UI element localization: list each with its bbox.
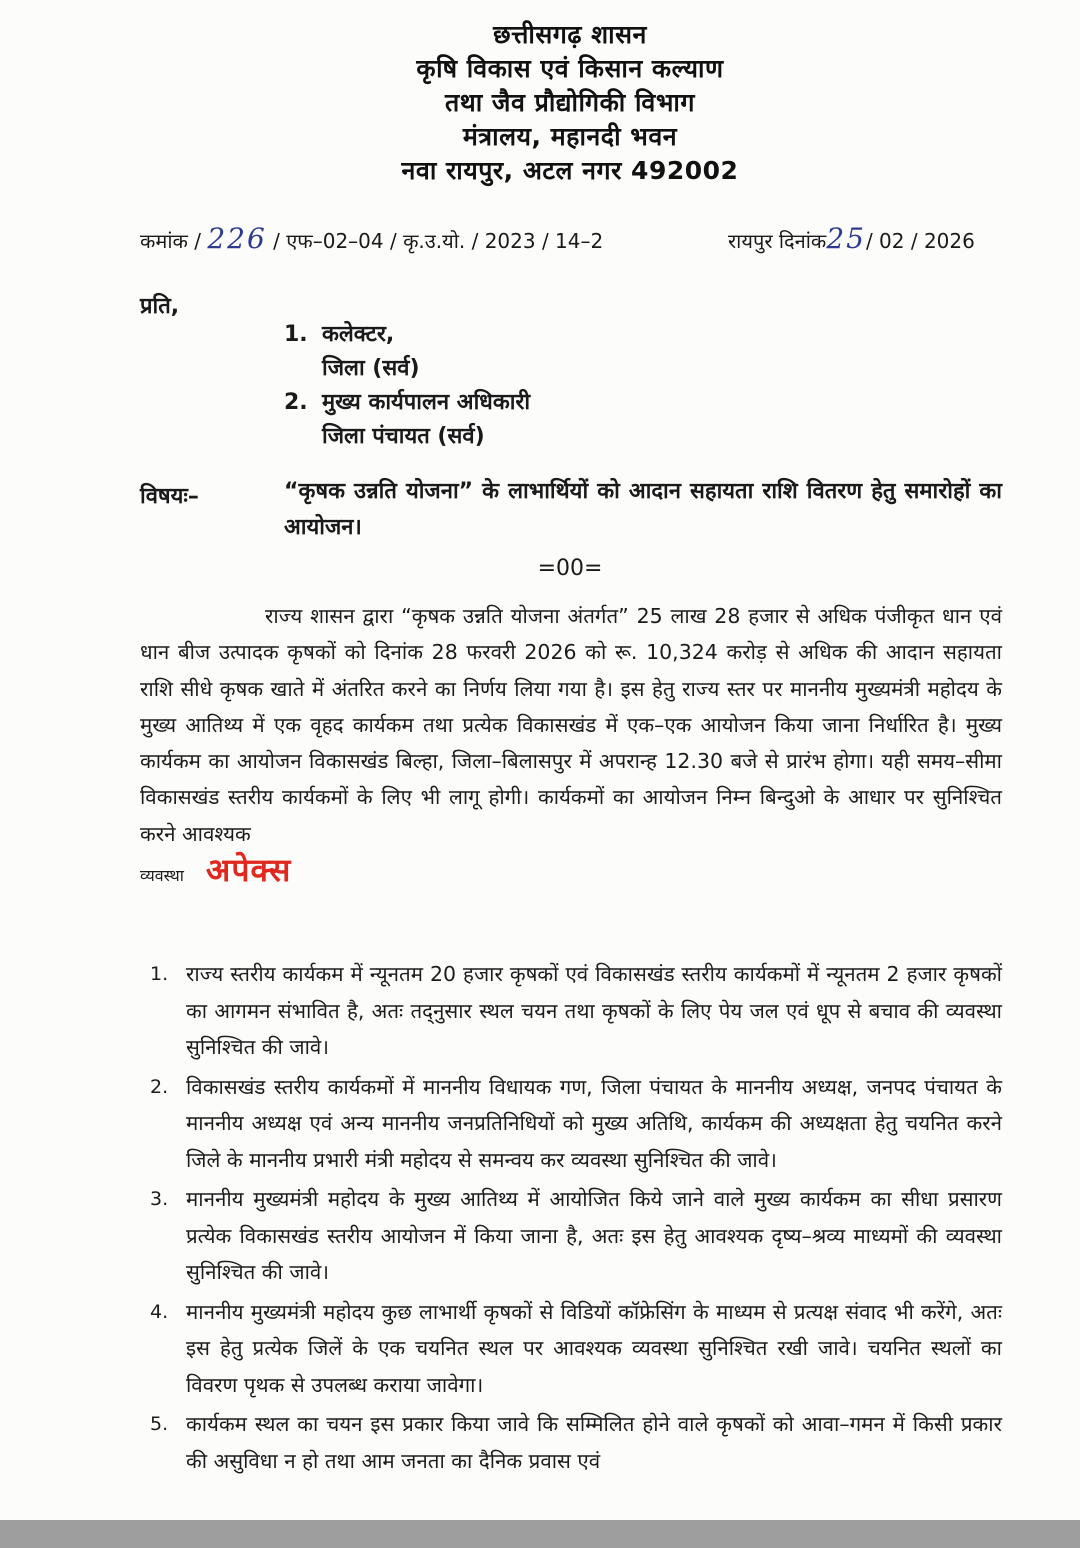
letterhead-line-2: कृषि विकास एवं किसान कल्याण xyxy=(416,54,724,83)
file-code: / एफ–02–04 / कृ.उ.यो. / 2023 / 14–2 xyxy=(273,229,604,253)
recipient-subtitle: जिला पंचायत (सर्व) xyxy=(322,424,485,449)
place-date-label: रायपुर दिनांक xyxy=(728,229,827,253)
list-item xyxy=(146,1406,1002,1479)
bottom-overlay-bar xyxy=(0,1520,1080,1548)
recipient-title: कलेक्टर, xyxy=(322,322,395,347)
list-item-text: माननीय मुख्यमंत्री महोदय के मुख्य आतिथ्य में आयोजित किये जाने वाले मुख्य कार्यकम का सीधा प्रसारण प्रत्येक विकासखंड स्तरीय आयोजन में किया जाना है, अतः इस हेतु आवश्यक दृष्य–श्रव्य माध्यमों की व्यवस्था सुनिश्चित की जावे। xyxy=(186,1187,1002,1284)
reference-prefix: कमांक / xyxy=(140,229,201,253)
separator: =00= xyxy=(537,556,603,581)
letterhead xyxy=(0,18,1080,188)
list-item-number: 3. xyxy=(150,1188,169,1210)
letterhead-line-4: मंत्रालय, महानदी भवन xyxy=(462,122,678,151)
date-rest: / 02 / 2026 xyxy=(865,229,975,253)
body-text: राज्य शासन द्वारा “कृषक उन्नति योजना अंतर्गत” 25 लाख 28 हजार से अधिक पंजीकृत धान एवं धान बीज उत्पादक कृषकों को दिनांक 28 फरवरी 2026 को रू. 10,324 करोड़ से अधिक की आदान सहायता राशि सीधे कृषक खाते में अंतरित करने का निर्णय लिया गया है। इस हेतु राज्य स्तर पर माननीय मुख्यमंत्री महोदय के मुख्य आतिथ्य में एक वृहद कार्यकम तथा प्रत्येक विकासखंड में एक–एक आयोजन किया जाना निर्धारित है। मुख्य कार्यकम का आयोजन विकासखंड बिल्हा, जिला–बिलासपुर में अपरान्ह 12.30 बजे से प्रारंभ होगा। यही समय–सीमा विकासखंड स्तरीय कार्यकमों के लिए भी लागू होगी। कार्यकमों का आयोजन निम्न बिन्दुओ के आधार पर सुनिश्चित करने आवश्यक xyxy=(140,604,1002,846)
list-item xyxy=(146,1069,1002,1179)
handwritten-number: 226 xyxy=(207,222,267,255)
list-item xyxy=(146,1294,1002,1404)
recipient-list xyxy=(284,318,530,454)
recipient-number: 2. xyxy=(284,390,308,415)
recipient-number: 1. xyxy=(284,322,308,347)
list-item-number: 5. xyxy=(150,1413,169,1435)
list-item-text: राज्य स्तरीय कार्यकम में न्यूनतम 20 हजार कृषकों एवं विकासखंड स्तरीय कार्यकमों में न्यूनतम 2 हजार कृषकों का आगमन संभावित है, अतः तद्नुसार स्थल चयन तथा कृषकों के लिए पेय जल एवं धूप से बचाव की व्यवस्था सुनिश्चित की जावे। xyxy=(186,962,1002,1059)
list-item-text: कार्यकम स्थल का चयन इस प्रकार किया जावे कि सम्मिलित होने वाले कृषकों को आवा–गमन में किसी प्रकार की असुविधा न हो तथा आम जनता का दैनिक प्रवास एवं xyxy=(186,1412,1002,1473)
list-item xyxy=(146,956,1002,1066)
to-label: प्रति, xyxy=(140,294,180,319)
body-paragraph xyxy=(140,598,1002,894)
letterhead-line-1: छत्तीसगढ़ शासन xyxy=(493,20,647,49)
handwritten-day: 25 xyxy=(826,222,866,255)
instruction-list xyxy=(146,956,1002,1482)
list-item xyxy=(146,1181,1002,1291)
subject-label: विषयः– xyxy=(140,484,199,509)
subject-text: “कृषक उन्नति योजना” के लाभार्थियों को आदान सहायता राशि वितरण हेतु समारोहों का आयोजन। xyxy=(284,479,1002,540)
body-last-word: व्यवस्था xyxy=(140,866,184,886)
recipient-item xyxy=(284,318,530,352)
recipient-title: मुख्य कार्यपालन अधिकारी xyxy=(322,390,531,415)
list-item-number: 2. xyxy=(150,1075,169,1098)
place-date xyxy=(728,222,975,255)
letterhead-line-3: तथा जैव प्रौद्योगिकी विभाग xyxy=(445,88,695,117)
list-item-text: विकासखंड स्तरीय कार्यकमों में माननीय विधायक गण, जिला पंचायत के माननीय अध्यक्ष, जनपद पंचायत के माननीय अध्यक्ष एवं अन्य माननीय जनप्रतिनिधियों को मुख्य अतिथि, कार्यकम की अध्यक्षता हेतु चयनित करने जिले के माननीय प्रभारी मंत्री महोदय से समन्वय कर व्यवस्था सुनिश्चित की जावे। xyxy=(186,1074,1002,1172)
reference-number xyxy=(140,222,603,255)
list-item-text: माननीय मुख्यमंत्री महोदय कुछ लाभार्थी कृषकों से विडियों कॉफ्रेसिंग के माध्यम से प्रत्यक्ष संवाद भी करेंगे, अतः इस हेतु प्रत्येक जिलें के एक चयनित स्थल पर आवश्यक व्यवस्था सुनिश्चित रखी जावे। चयनित स्थलों का विवरण पृथक से उपलब्ध कराया जावेगा। xyxy=(186,1299,1002,1397)
recipient-item xyxy=(284,386,530,420)
list-item-number: 1. xyxy=(150,963,169,985)
recipient-subtitle: जिला (सर्व) xyxy=(322,356,420,381)
letterhead-line-5: नवा रायपुर, अटल नगर 492002 xyxy=(401,156,739,185)
apex-stamp: अपेक्स xyxy=(205,851,292,890)
list-item-number: 4. xyxy=(150,1300,169,1323)
